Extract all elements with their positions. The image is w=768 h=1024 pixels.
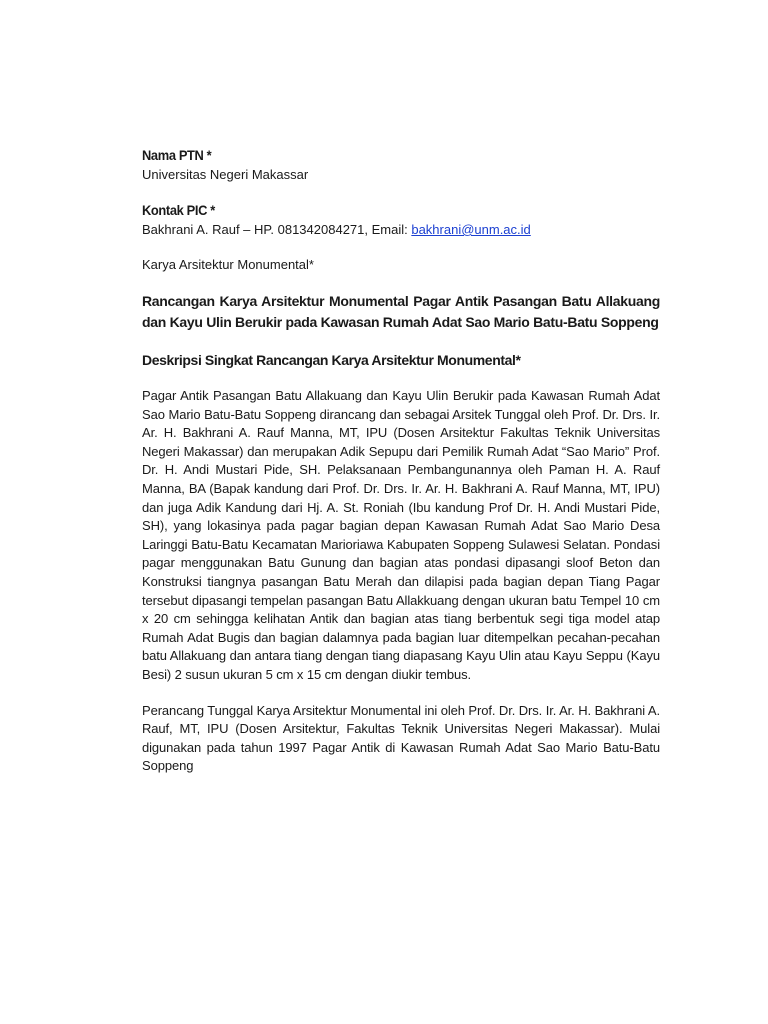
- description-heading: Deskripsi Singkat Rancangan Karya Arsitektur Monumental*: [142, 352, 521, 368]
- email-link[interactable]: bakhrani@unm.ac.id: [411, 222, 531, 237]
- karya-label: Karya Arsitektur Monumental*: [142, 257, 314, 272]
- work-title: Rancangan Karya Arsitektur Monumental Pagar Antik Pasangan Batu Allakuang dan Kayu Ulin Berukir pada Kawasan Rumah Adat Sao Mario Batu-Batu Soppeng: [142, 293, 660, 330]
- nama-ptn-value: Universitas Negeri Makassar: [142, 167, 309, 182]
- document-page: [142, 146, 660, 776]
- kontak-pic-text: Bakhrani A. Rauf – HP. 081342084271, Email:: [142, 222, 412, 237]
- kontak-pic-value: [142, 220, 660, 239]
- description-paragraph-1: Pagar Antik Pasangan Batu Allakuang dan Kayu Ulin Berukir pada Kawasan Rumah Adat Sao Mario Batu-Batu Soppeng dirancang dan sebagai Arsitek Tunggal oleh Prof. Dr. Drs. Ir. Ar. H. Bakhrani A. Rauf Manna, MT, IPU (Dosen Arsitektur Fakultas Teknik Universitas Negeri Makassar) dan merupakan Adik Sepupu dari Pemilik Rumah Adat “Sao Mario” Prof. Dr. H. Andi Mustari Pide, SH. Pelaksanaan Pembangunannya oleh Paman H. A. Rauf Manna, BA (Bapak kandung dari Prof. Dr. Drs. Ir. Ar. H. Bakhrani A. Rauf Manna, MT, IPU) dan juga Adik Kandung dari Hj. A. St. Roniah (Ibu kandung Prof Dr. H. Andi Mustari Pide, SH), yang lokasinya pada pagar bagian depan Kawasan Rumah Adat Sao Mario Desa Laringgi Batu-Batu Kecamatan Marioriawa Kabupaten Soppeng Sulawesi Selatan. Pondasi pagar menggunakan Batu Gunung dan bagian atas pondasi dipasangi sloof Beton dan Konstruksi tiangnya pasangan Batu Merah dan dilapisi pada bagian depan Tiang Pagar tersebut dipasangi tempelan pasangan Batu Allakkuang dengan ukuran batu Tempel 10 cm x 20 cm sehingga kelihatan Antik dan bagian atas tiang berbentuk segi tiga model atap Rumah Adat Bugis dan bagian dalamnya pada bagian luar ditempelkan pecahan-pecahan batu Allakuang dan antara tiang dengan tiang diapasang Kayu Ulin atau Kayu Seppu (Kayu Besi) 2 susun ukuran 5 cm x 15 cm dengan diukir tembus.: [142, 388, 660, 682]
- nama-ptn-label: Nama PTN *: [142, 147, 212, 163]
- kontak-pic-label: Kontak PIC *: [142, 202, 215, 218]
- description-paragraph-2: Perancang Tunggal Karya Arsitektur Monumental ini oleh Prof. Dr. Drs. Ir. Ar. H. Bakhrani A. Rauf, MT, IPU (Dosen Arsitektur, Fakultas Teknik Universitas Negeri Makassar). Mulai digunakan pada tahun 1997 Pagar Antik di Kawasan Rumah Adat Sao Mario Batu-Batu Soppeng: [142, 702, 660, 774]
